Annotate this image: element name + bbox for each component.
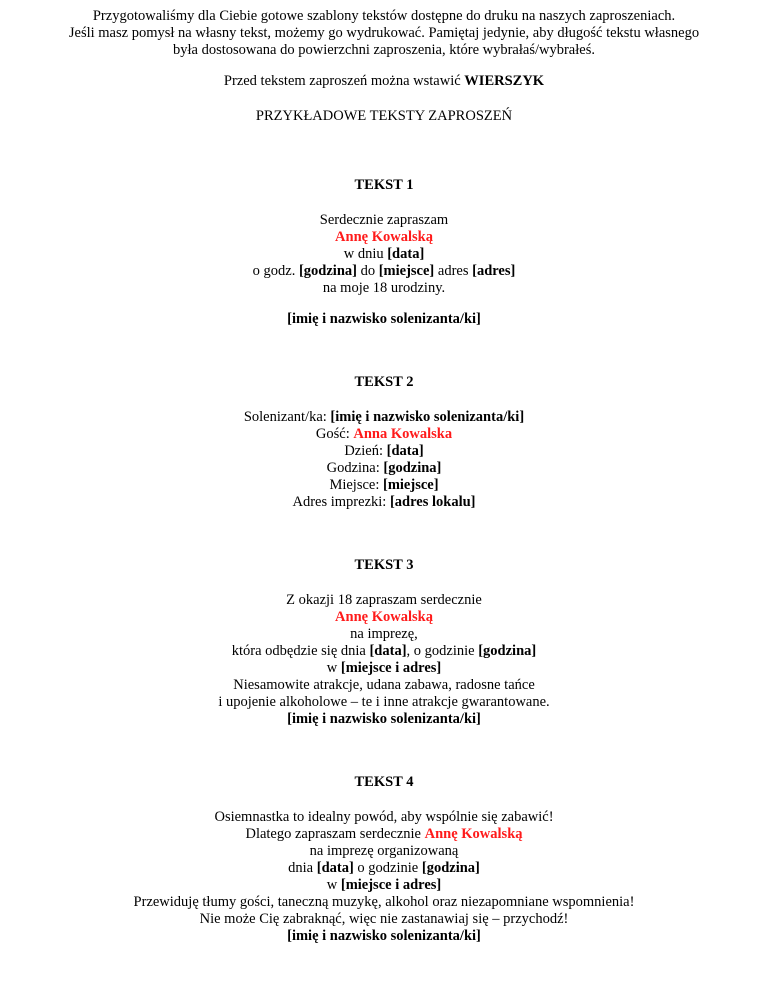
text-4-section <box>0 774 768 945</box>
text-4-time-prefix: o godzinie <box>353 860 422 876</box>
text-3-section <box>0 557 768 728</box>
time-placeholder: [godzina] <box>421 860 480 876</box>
text-1-line-1: Serdecznie zapraszam <box>319 212 449 228</box>
text-4-date-prefix: dnia <box>288 860 317 876</box>
text-1-time-prefix: o godz. <box>252 263 299 279</box>
time-label: Godzina: <box>326 460 384 476</box>
text-4-line-2 <box>0 826 768 843</box>
intro-line-2: Jeśli masz pomysł na własny tekst, możemy go wydrukować. Pamiętaj jedynie, aby długość tekstu własnego <box>68 25 700 41</box>
text-4-line-6: Przewiduję tłumy gości, taneczną muzykę, alkohol oraz niezapomniane wspomnienia! <box>133 894 635 910</box>
text-3-time-prefix: , o godzinie <box>406 643 479 659</box>
text-2-address-line <box>0 494 768 511</box>
place-address-placeholder: [miejsce i adres] <box>340 660 442 676</box>
host-label: Solenizant/ka: <box>243 409 331 425</box>
date-placeholder: [data] <box>387 246 425 262</box>
text-1-guest-name: Annę Kowalską <box>335 229 433 245</box>
host-placeholder: [imię i nazwisko solenizanta/ki] <box>330 409 525 425</box>
text-3-host-name: [imię i nazwisko solenizanta/ki] <box>287 711 481 727</box>
text-3-line-7: i upojenie alkoholowe – te i inne atrakcje gwarantowane. <box>218 694 550 710</box>
date-placeholder: [data] <box>316 860 354 876</box>
text-1-line-5: na moje 18 urodziny. <box>322 280 446 296</box>
text-3-line-1: Z okazji 18 zapraszam serdecznie <box>286 592 482 608</box>
text-1-line-4 <box>0 263 768 280</box>
address-label: Adres imprezki: <box>292 494 390 510</box>
text-2-day-line <box>0 443 768 460</box>
poem-keyword: WIERSZYK <box>464 73 545 89</box>
date-placeholder: [data] <box>386 443 424 459</box>
venue-address-placeholder: [adres lokalu] <box>389 494 476 510</box>
text-4-place-prefix: w <box>326 877 341 893</box>
text-4-line-3: na imprezę organizowaną <box>309 843 459 859</box>
date-placeholder: [data] <box>369 643 407 659</box>
place-placeholder: [miejsce] <box>383 477 439 493</box>
text-3-place-prefix: w <box>326 660 341 676</box>
time-placeholder: [godzina] <box>298 263 357 279</box>
text-4-line-7: Nie może Cię zabraknąć, więc nie zastanawiaj się – przychodź! <box>199 911 569 927</box>
text-4-host-name: [imię i nazwisko solenizanta/ki] <box>287 928 481 944</box>
intro-line-1: Przygotowaliśmy dla Ciebie gotowe szablony tekstów dostępne do druku na naszych zaproszeniach. <box>92 8 676 24</box>
place-placeholder: [miejsce] <box>378 263 435 279</box>
text-1-date-prefix: w dniu <box>343 246 388 262</box>
text-2-guest-line <box>0 426 768 443</box>
text-3-heading: TEKST 3 <box>354 557 414 573</box>
text-1-host-name: [imię i nazwisko solenizanta/ki] <box>287 311 481 327</box>
text-2-time-line <box>0 460 768 477</box>
text-3-guest-name: Annę Kowalską <box>335 609 433 625</box>
text-2-section <box>0 374 768 511</box>
time-placeholder: [godzina] <box>383 460 442 476</box>
text-2-guest-name: Anna Kowalska <box>353 426 453 442</box>
text-3-line-5 <box>0 660 768 677</box>
text-2-host-line <box>0 409 768 426</box>
text-4-line-1: Osiemnastka to idealny powód, aby wspólnie się zabawić! <box>214 809 554 825</box>
time-placeholder: [godzina] <box>478 643 537 659</box>
poem-note <box>0 73 768 90</box>
guest-label: Gość: <box>315 426 354 442</box>
text-4-line-4 <box>0 860 768 877</box>
intro-section <box>0 8 768 59</box>
text-3-date-prefix: która odbędzie się dnia <box>231 643 370 659</box>
text-4-guest-name: Annę Kowalską <box>424 826 523 842</box>
text-1-section <box>0 177 768 328</box>
address-placeholder: [adres] <box>472 263 516 279</box>
text-4-heading: TEKST 4 <box>354 774 414 790</box>
day-label: Dzień: <box>344 443 387 459</box>
text-1-place-prefix: do <box>356 263 379 279</box>
examples-title: PRZYKŁADOWE TEKSTY ZAPROSZEŃ <box>255 108 513 124</box>
text-1-heading: TEKST 1 <box>354 177 414 193</box>
intro-line-3: była dostosowana do powierzchni zaproszenia, które wybrałaś/wybrałeś. <box>173 42 595 58</box>
place-address-placeholder: [miejsce i adres] <box>340 877 442 893</box>
text-4-line-5 <box>0 877 768 894</box>
text-3-line-3: na imprezę, <box>350 626 418 642</box>
text-4-invite-prefix: Dlatego zapraszam serdecznie <box>245 826 425 842</box>
text-1-address-prefix: adres <box>434 263 473 279</box>
text-1-line-3 <box>0 246 768 263</box>
text-2-place-line <box>0 477 768 494</box>
text-3-line-6: Niesamowite atrakcje, udana zabawa, radosne tańce <box>233 677 535 693</box>
text-3-line-4 <box>0 643 768 660</box>
poem-note-text: Przed tekstem zaproszeń można wstawić <box>223 73 465 89</box>
text-2-heading: TEKST 2 <box>354 374 414 390</box>
place-label: Miejsce: <box>329 477 383 493</box>
